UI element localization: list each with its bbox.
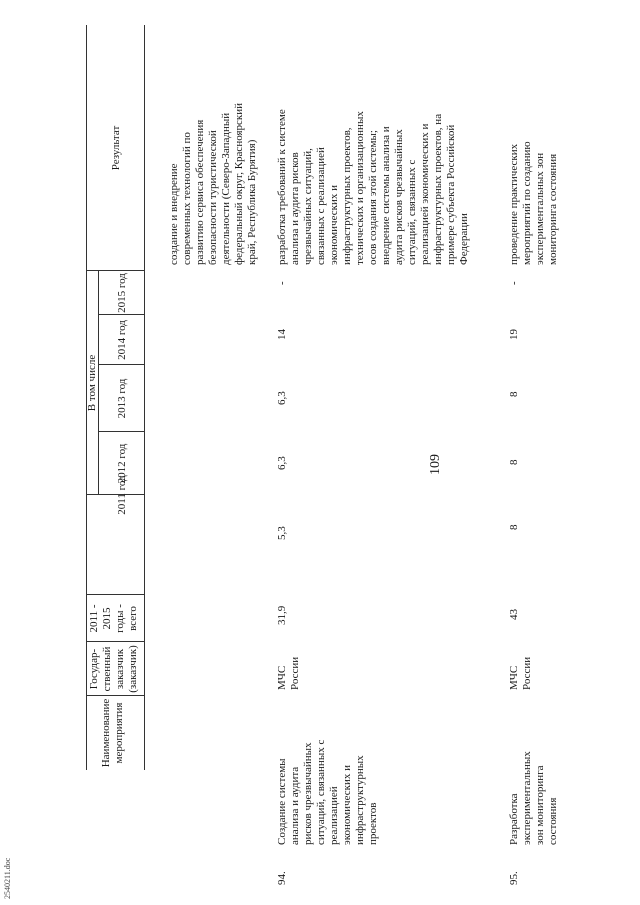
row-year-2011: 8 — [508, 524, 520, 530]
header-year-2011: 2011 год — [116, 475, 128, 515]
row-name: Разработка экспериментальных зон мониторинга состояния — [508, 751, 559, 845]
row-year-2011: 5,3 — [276, 526, 288, 540]
row-customer: МЧС России — [276, 656, 301, 690]
row-result: проведение практических мероприятий по созданию экспериментальных зон мониторинга состояния — [508, 141, 559, 265]
row-year-2012: 6,3 — [276, 456, 288, 470]
row-name: Создание системы анализа и аудита рисков чрезвычайных ситуаций, связанных с реализацией экономических и инфраструктурных проектов — [276, 739, 379, 845]
continued-result: создание и внедрение современных технологий по развитию сервиса обеспечения безопасности туристической деятельности (Северо-Западный федеральный округ, Красноярский край, Республика Бурятия) — [168, 102, 258, 265]
row-total: 31,9 — [276, 605, 288, 625]
file-stamp: 2540211.doc — [3, 857, 12, 899]
page-number: 109 — [428, 454, 443, 475]
header-year-2012: 2012 год — [116, 443, 128, 484]
row-year-2015: - — [508, 281, 520, 285]
header-year-2015: 2015 год — [116, 273, 128, 313]
header-customer: Государ- ственный заказчик (заказчик) — [88, 645, 139, 693]
header-name: Наименование мероприятия — [100, 698, 125, 768]
row-customer: МЧС России — [508, 656, 533, 690]
row-number: 94. — [276, 871, 288, 885]
header-result: Результат — [110, 125, 122, 171]
header-total: 2011 - 2015 годы - всего — [88, 604, 139, 633]
header-year-2014: 2014 год — [116, 320, 128, 360]
header-bottom-rule — [144, 25, 145, 770]
header-in-that: В том числе — [86, 354, 98, 412]
row-number: 95. — [508, 871, 520, 885]
row-result: разработка требований к системе анализа и аудита рисков чрезвычайных ситуаций, связанных с реализацией экономических и инфраструктурных проектов, технических и организационных осов создания этой системы; внедрение системы анализа и аудита рисков чрезвычайных ситуаций, связанных с реализацией экономических и инфраструктурных проектов, на примере субъекта Российской Федерации — [276, 109, 470, 265]
row-year-2014: 14 — [276, 329, 288, 340]
row-year-2012: 8 — [508, 459, 520, 465]
row-total: 43 — [508, 609, 520, 620]
row-year-2013: 6,3 — [276, 391, 288, 405]
row-year-2014: 19 — [508, 329, 520, 340]
header-year-2013: 2013 год — [116, 378, 128, 419]
row-year-2015: - — [276, 281, 288, 285]
row-year-2013: 8 — [508, 391, 520, 397]
